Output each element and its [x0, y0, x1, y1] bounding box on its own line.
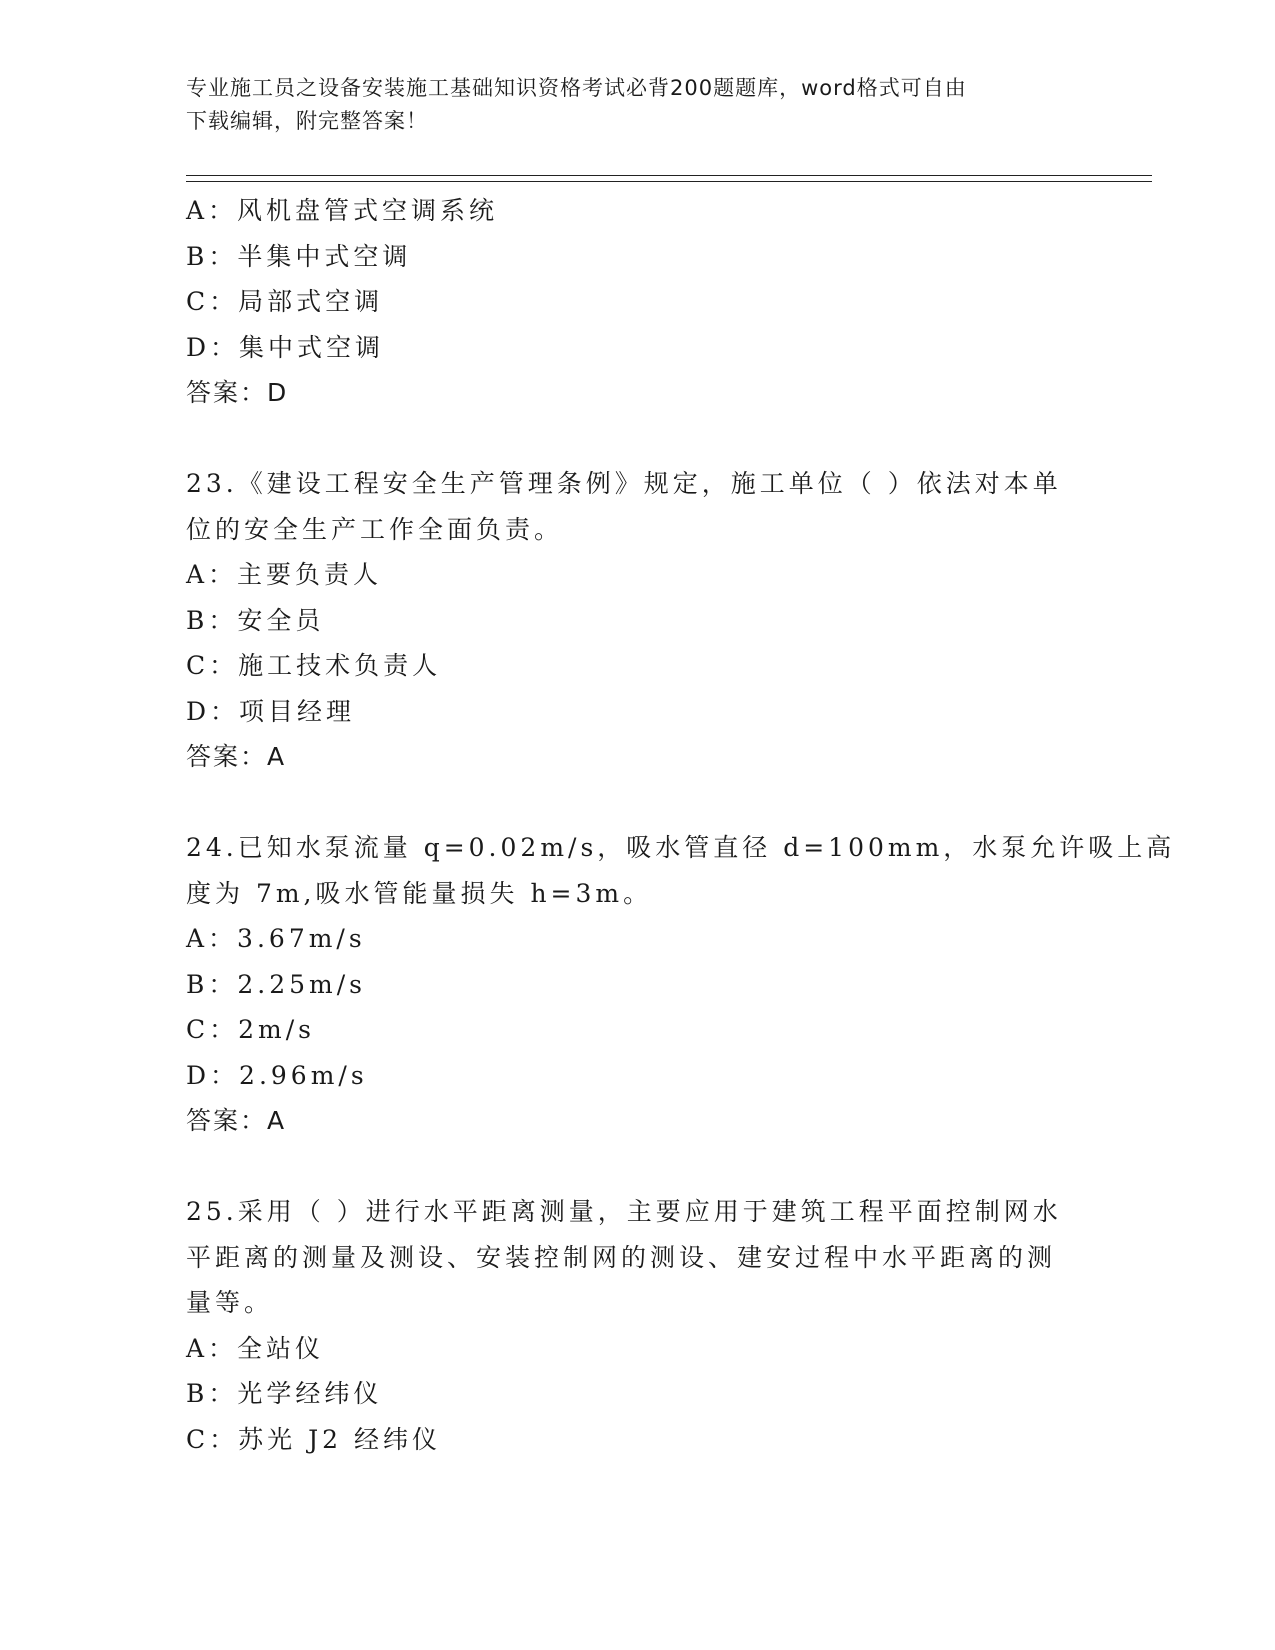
- option-c: C：施工技术负责人: [186, 651, 442, 680]
- question-text-line: 23.《建设工程安全生产管理条例》规定，施工单位（ ）依法对本单: [186, 469, 1062, 498]
- question-block-prev: [186, 188, 1086, 416]
- option-d: D：集中式空调: [186, 332, 385, 362]
- option-a: A：3.67m/s: [186, 924, 366, 953]
- question-text-line: 24.已知水泵流量 q=0.02m/s，吸水管直径 d=100mm，水泵允许吸上高: [186, 833, 1176, 862]
- option-a: A：风机盘管式空调系统: [186, 196, 499, 225]
- option-d: D：2.96m/s: [186, 1060, 368, 1090]
- option-c: C：苏光 J2 经纬仪: [186, 1424, 441, 1454]
- answer-line: 答案：A: [186, 1106, 287, 1135]
- option-d: D：项目经理: [186, 696, 356, 726]
- header-line-2: 下载编辑，附完整答案！: [186, 109, 428, 133]
- option-b: B：2.25m/s: [186, 969, 366, 999]
- question-text-line: 度为 7m,吸水管能量损失 h=3m。: [186, 878, 653, 908]
- option-b: B：安全员: [186, 605, 325, 635]
- spacer: [186, 780, 1086, 826]
- option-c: C：2m/s: [186, 1015, 315, 1044]
- document-header: [186, 72, 1066, 138]
- option-b: B：光学经纬仪: [186, 1379, 383, 1408]
- header-rule-top: [186, 175, 1152, 176]
- question-text-line: 平距离的测量及测设、安装控制网的测设、建安过程中水平距离的测: [186, 1242, 1057, 1272]
- question-24: [186, 825, 1176, 1144]
- question-text-line: 量等。: [186, 1288, 274, 1317]
- question-list: [186, 188, 1176, 1462]
- question-23: [186, 461, 1086, 780]
- option-c: C：局部式空调: [186, 287, 384, 316]
- question-text-line: 位的安全生产工作全面负责。: [186, 514, 564, 544]
- header-line-1: 专业施工员之设备安装施工基础知识资格考试必背200题题库，word格式可自由: [186, 76, 967, 100]
- option-b: B：半集中式空调: [186, 241, 412, 271]
- answer-line: 答案：A: [186, 742, 287, 771]
- question-text-line: 25.采用（ ）进行水平距离测量，主要应用于建筑工程平面控制网水: [186, 1197, 1062, 1226]
- question-25: [186, 1189, 1086, 1462]
- answer-line: 答案：D: [186, 378, 289, 407]
- spacer: [186, 416, 1086, 462]
- spacer: [186, 1144, 1086, 1190]
- option-a: A：全站仪: [186, 1333, 325, 1363]
- option-a: A：主要负责人: [186, 560, 383, 589]
- header-rule-bottom: [186, 181, 1152, 182]
